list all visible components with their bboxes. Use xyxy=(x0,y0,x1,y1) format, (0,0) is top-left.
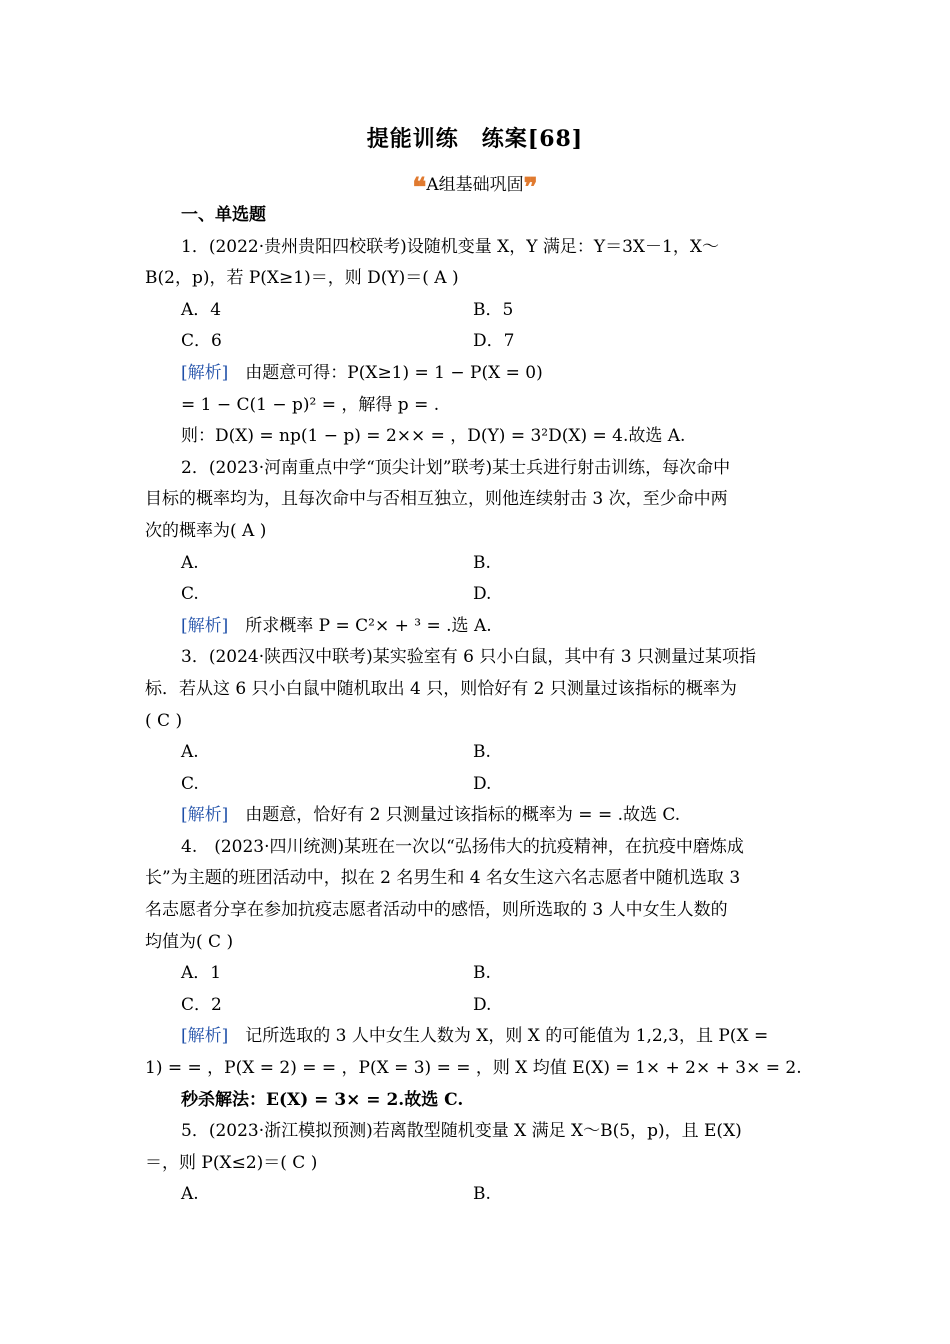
q1-option-a: A．4 xyxy=(181,299,222,320)
q2-option-b: B. xyxy=(473,552,491,573)
analysis-text: 记所选取的 3 人中女生人数为 X，则 X 的可能值为 1,2,3，且 P(X = xyxy=(228,1026,769,1047)
question-2-options-ab xyxy=(145,548,807,580)
question-1-line-2: B(2，p)，若 P(X≥1)＝，则 D(Y)＝( A ) xyxy=(145,268,459,289)
analysis-label: [解析] xyxy=(181,1026,229,1047)
analysis-text: 由题意，恰好有 2 只测量过该指标的概率为 = = .故选 C. xyxy=(228,805,681,826)
question-1-analysis xyxy=(145,358,807,390)
question-2-options-cd xyxy=(145,579,807,611)
close-quote-icon: ❞ xyxy=(523,173,538,203)
analysis-label: [解析] xyxy=(181,362,229,383)
analysis-text: 由题意可得：P(X≥1) = 1 − P(X = 0) xyxy=(228,362,543,383)
question-4-quick-method: 秒杀解法：E(X) = 3× = 2.故选 C. xyxy=(181,1089,464,1110)
question-2-line-3: 次的概率为( A ) xyxy=(145,520,267,541)
q5-option-b: B. xyxy=(473,1184,491,1205)
analysis-label: [解析] xyxy=(181,805,229,826)
question-5-options-ab xyxy=(145,1179,807,1211)
q2-option-c: C. xyxy=(181,584,199,605)
question-1-analysis-3: 则：D(X) = np(1 − p) = 2×× = ，D(Y) = 3²D(X) = 4.故选 A. xyxy=(181,426,686,447)
question-3-analysis xyxy=(145,800,807,832)
question-4-line-2: 长”为主题的班团活动中，拟在 2 名男生和 4 名女生这六名志愿者中随机选取 3 xyxy=(145,868,741,889)
question-2-line-1 xyxy=(145,453,807,485)
q5-option-a: A. xyxy=(181,1184,199,1205)
question-4-analysis xyxy=(145,1021,807,1053)
q4-option-a: A．1 xyxy=(181,963,222,984)
question-3-line-2: 标．若从这 6 只小白鼠中随机取出 4 只，则恰好有 2 只测量过该指标的概率为 xyxy=(145,678,737,699)
q3-option-c: C. xyxy=(181,773,199,794)
group-heading xyxy=(0,170,950,203)
question-2-text-1: 2．(2023·河南重点中学“顶尖计划”联考)某士兵进行射击训练，每次命中 xyxy=(181,457,731,478)
q3-option-d: D. xyxy=(473,773,492,794)
question-2-line-2: 目标的概率均为，且每次命中与否相互独立，则他连续射击 3 次，至少命中两 xyxy=(145,489,728,510)
q1-option-b: B．5 xyxy=(473,299,514,320)
analysis-label: [解析] xyxy=(181,615,229,636)
question-5-line-2: ＝，则 P(X≤2)＝( C ) xyxy=(145,1152,318,1173)
section-heading: 一、单选题 xyxy=(181,205,266,225)
question-4-line-3: 名志愿者分享在参加抗疫志愿者活动中的感悟，则所选取的 3 人中女生人数的 xyxy=(145,900,728,921)
question-1-options-cd xyxy=(145,326,807,358)
question-1-line-1: 1．(2022·贵州贵阳四校联考)设随机变量 X，Y 满足：Y＝3X－1，X～ xyxy=(181,236,719,257)
q4-option-c: C．2 xyxy=(181,994,222,1015)
question-3-options-cd xyxy=(145,769,807,801)
open-quote-icon: ❝ xyxy=(412,173,427,203)
q4-option-b: B. xyxy=(473,963,491,984)
analysis-text: 所求概率 P = C²× + ³ = .选 A. xyxy=(228,615,492,636)
question-3-line-3: ( C ) xyxy=(145,710,183,731)
content xyxy=(145,200,807,1211)
q1-option-d: D．7 xyxy=(473,331,515,352)
q3-option-b: B. xyxy=(473,742,491,763)
question-5-line-1: 5．(2023·浙江模拟预测)若离散型随机变量 X 满足 X～B(5，p)，且 E(X) xyxy=(181,1121,742,1142)
question-3-line-1: 3．(2024·陕西汉中联考)某实验室有 6 只小白鼠，其中有 3 只测量过某项指 xyxy=(181,647,756,668)
q4-option-d: D. xyxy=(473,994,492,1015)
question-4-line-4: 均值为( C ) xyxy=(145,931,234,952)
q1-option-c: C．6 xyxy=(181,331,222,352)
question-4-options-ab xyxy=(145,958,807,990)
q3-option-a: A. xyxy=(181,742,199,763)
group-label: A组基础巩固 xyxy=(426,175,524,195)
question-2-analysis xyxy=(145,611,807,643)
page-title: 提能训练 练案[68] xyxy=(366,126,584,152)
question-3-options-ab xyxy=(145,737,807,769)
question-4-line-1: 4. (2023·四川统测)某班在一次以“弘扬伟大的抗疫精神，在抗疫中磨炼成 xyxy=(181,836,744,857)
q2-option-d: D. xyxy=(473,584,492,605)
question-4-analysis-2: 1) = = ，P(X = 2) = = ，P(X = 3) = = ，则 X 均值 E(X) = 1× + 2× + 3× = 2. xyxy=(145,1058,802,1079)
question-4-options-cd xyxy=(145,990,807,1022)
q2-option-a: A. xyxy=(181,552,199,573)
question-1-analysis-2: = 1 − C(1 − p)² = ，解得 p = . xyxy=(181,394,440,415)
question-1-options-ab xyxy=(145,295,807,327)
